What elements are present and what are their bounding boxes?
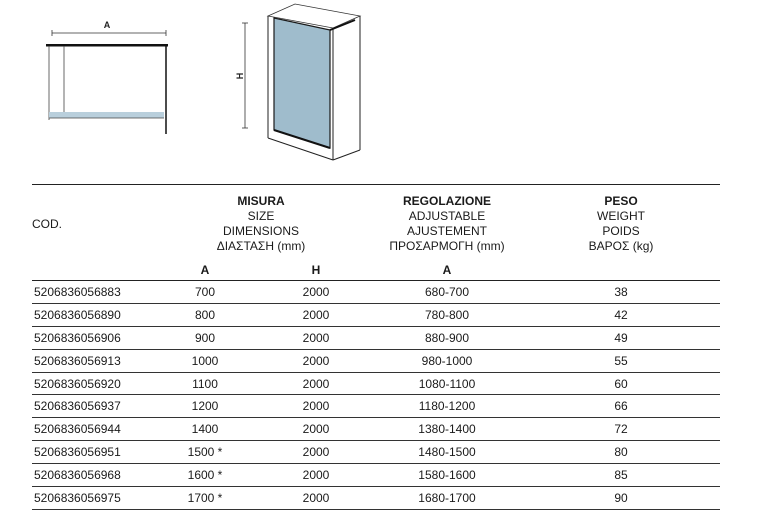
table-row bbox=[32, 418, 720, 441]
product-code: 5206836056913 bbox=[32, 349, 150, 372]
table-body bbox=[32, 281, 720, 510]
height-h: 2000 bbox=[260, 464, 372, 487]
sub-header-h: H bbox=[260, 260, 372, 281]
product-code: 5206836056951 bbox=[32, 441, 150, 464]
regolazione-title: REGOLAZIONE bbox=[402, 194, 491, 208]
peso-line-1: WEIGHT bbox=[597, 209, 645, 223]
product-code: 5206836056920 bbox=[32, 372, 150, 395]
plan-view-drawing bbox=[46, 20, 168, 134]
adjustment-range: 1680-1700 bbox=[372, 487, 522, 510]
width-a: 1400 bbox=[150, 418, 260, 441]
width-label: A bbox=[103, 20, 111, 30]
width-a: 1600 * bbox=[150, 464, 260, 487]
width-a: 1000 bbox=[150, 349, 260, 372]
width-a: 1200 bbox=[150, 395, 260, 418]
table-row bbox=[32, 326, 720, 349]
weight-kg: 38 bbox=[522, 281, 720, 304]
support-bar bbox=[330, 20, 355, 30]
width-a: 700 bbox=[150, 281, 260, 304]
sub-header-weight-empty bbox=[522, 260, 720, 281]
technical-drawings bbox=[0, 0, 775, 180]
sub-header-empty bbox=[32, 260, 150, 281]
adjustment-range: 1480-1500 bbox=[372, 441, 522, 464]
perspective-view-drawing bbox=[235, 4, 360, 160]
product-code: 5206836056968 bbox=[32, 464, 150, 487]
width-a: 1500 * bbox=[150, 441, 260, 464]
weight-kg: 85 bbox=[522, 464, 720, 487]
weight-kg: 66 bbox=[522, 395, 720, 418]
adjustment-range: 880-900 bbox=[372, 326, 522, 349]
regolazione-line-3: ΠΡΟΣΑΡΜΟΓΗ (mm) bbox=[389, 239, 505, 253]
product-code: 5206836056937 bbox=[32, 395, 150, 418]
adjustment-range: 780-800 bbox=[372, 303, 522, 326]
width-a: 1100 bbox=[150, 372, 260, 395]
height-h: 2000 bbox=[260, 395, 372, 418]
peso-line-2: POIDS bbox=[602, 224, 640, 238]
weight-kg: 55 bbox=[522, 349, 720, 372]
product-code: 5206836056883 bbox=[32, 281, 150, 304]
misura-line-3: ΔΙΑΣΤΑΣΗ (mm) bbox=[216, 239, 306, 253]
sub-header-a: A bbox=[150, 260, 260, 281]
adjustment-range: 1180-1200 bbox=[372, 395, 522, 418]
spec-table bbox=[32, 184, 720, 510]
height-h: 2000 bbox=[260, 281, 372, 304]
adjustment-range: 680-700 bbox=[372, 281, 522, 304]
weight-kg: 49 bbox=[522, 326, 720, 349]
weight-kg: 72 bbox=[522, 418, 720, 441]
weight-kg: 60 bbox=[522, 372, 720, 395]
adjustment-range: 980-1000 bbox=[372, 349, 522, 372]
peso-title: PESO bbox=[604, 194, 638, 208]
height-h: 2000 bbox=[260, 418, 372, 441]
height-h: 2000 bbox=[260, 349, 372, 372]
height-h: 2000 bbox=[260, 303, 372, 326]
header-row-sub bbox=[32, 260, 720, 281]
misura-line-2: DIMENSIONS bbox=[222, 224, 299, 238]
adjustment-range: 1080-1100 bbox=[372, 372, 522, 395]
glass-panel-shape bbox=[274, 18, 330, 148]
shower-tray-highlight bbox=[49, 112, 164, 118]
misura-header bbox=[150, 185, 372, 261]
weight-kg: 80 bbox=[522, 441, 720, 464]
peso-line-3: ΒΑΡΟΣ (kg) bbox=[588, 239, 654, 253]
cod-header: COD. bbox=[32, 185, 150, 261]
table-row bbox=[32, 464, 720, 487]
product-code: 5206836056944 bbox=[32, 418, 150, 441]
regolazione-line-2: AJUSTEMENT bbox=[406, 224, 487, 238]
header-row-main bbox=[32, 185, 720, 261]
table-row bbox=[32, 349, 720, 372]
weight-kg: 90 bbox=[522, 487, 720, 510]
height-h: 2000 bbox=[260, 441, 372, 464]
height-label: H bbox=[235, 72, 245, 80]
misura-line-1: SIZE bbox=[247, 209, 275, 223]
table-header bbox=[32, 185, 720, 281]
height-h: 2000 bbox=[260, 372, 372, 395]
table-row bbox=[32, 441, 720, 464]
floor-edge-right bbox=[333, 150, 360, 160]
width-a: 800 bbox=[150, 303, 260, 326]
adjustment-range: 1380-1400 bbox=[372, 418, 522, 441]
height-h: 2000 bbox=[260, 326, 372, 349]
width-a: 900 bbox=[150, 326, 260, 349]
table-row bbox=[32, 487, 720, 510]
misura-title: MISURA bbox=[237, 194, 285, 208]
height-h: 2000 bbox=[260, 487, 372, 510]
sub-header-reg-a: A bbox=[372, 260, 522, 281]
regolazione-line-1: ADJUSTABLE bbox=[408, 209, 486, 223]
table-row bbox=[32, 372, 720, 395]
adjustment-range: 1580-1600 bbox=[372, 464, 522, 487]
product-code: 5206836056890 bbox=[32, 303, 150, 326]
drawings-svg bbox=[0, 0, 775, 180]
peso-header bbox=[522, 185, 720, 261]
product-code: 5206836056975 bbox=[32, 487, 150, 510]
table-row bbox=[32, 395, 720, 418]
width-a: 1700 * bbox=[150, 487, 260, 510]
weight-kg: 42 bbox=[522, 303, 720, 326]
product-code: 5206836056906 bbox=[32, 326, 150, 349]
regolazione-header bbox=[372, 185, 522, 261]
table-row bbox=[32, 281, 720, 304]
table-row bbox=[32, 303, 720, 326]
